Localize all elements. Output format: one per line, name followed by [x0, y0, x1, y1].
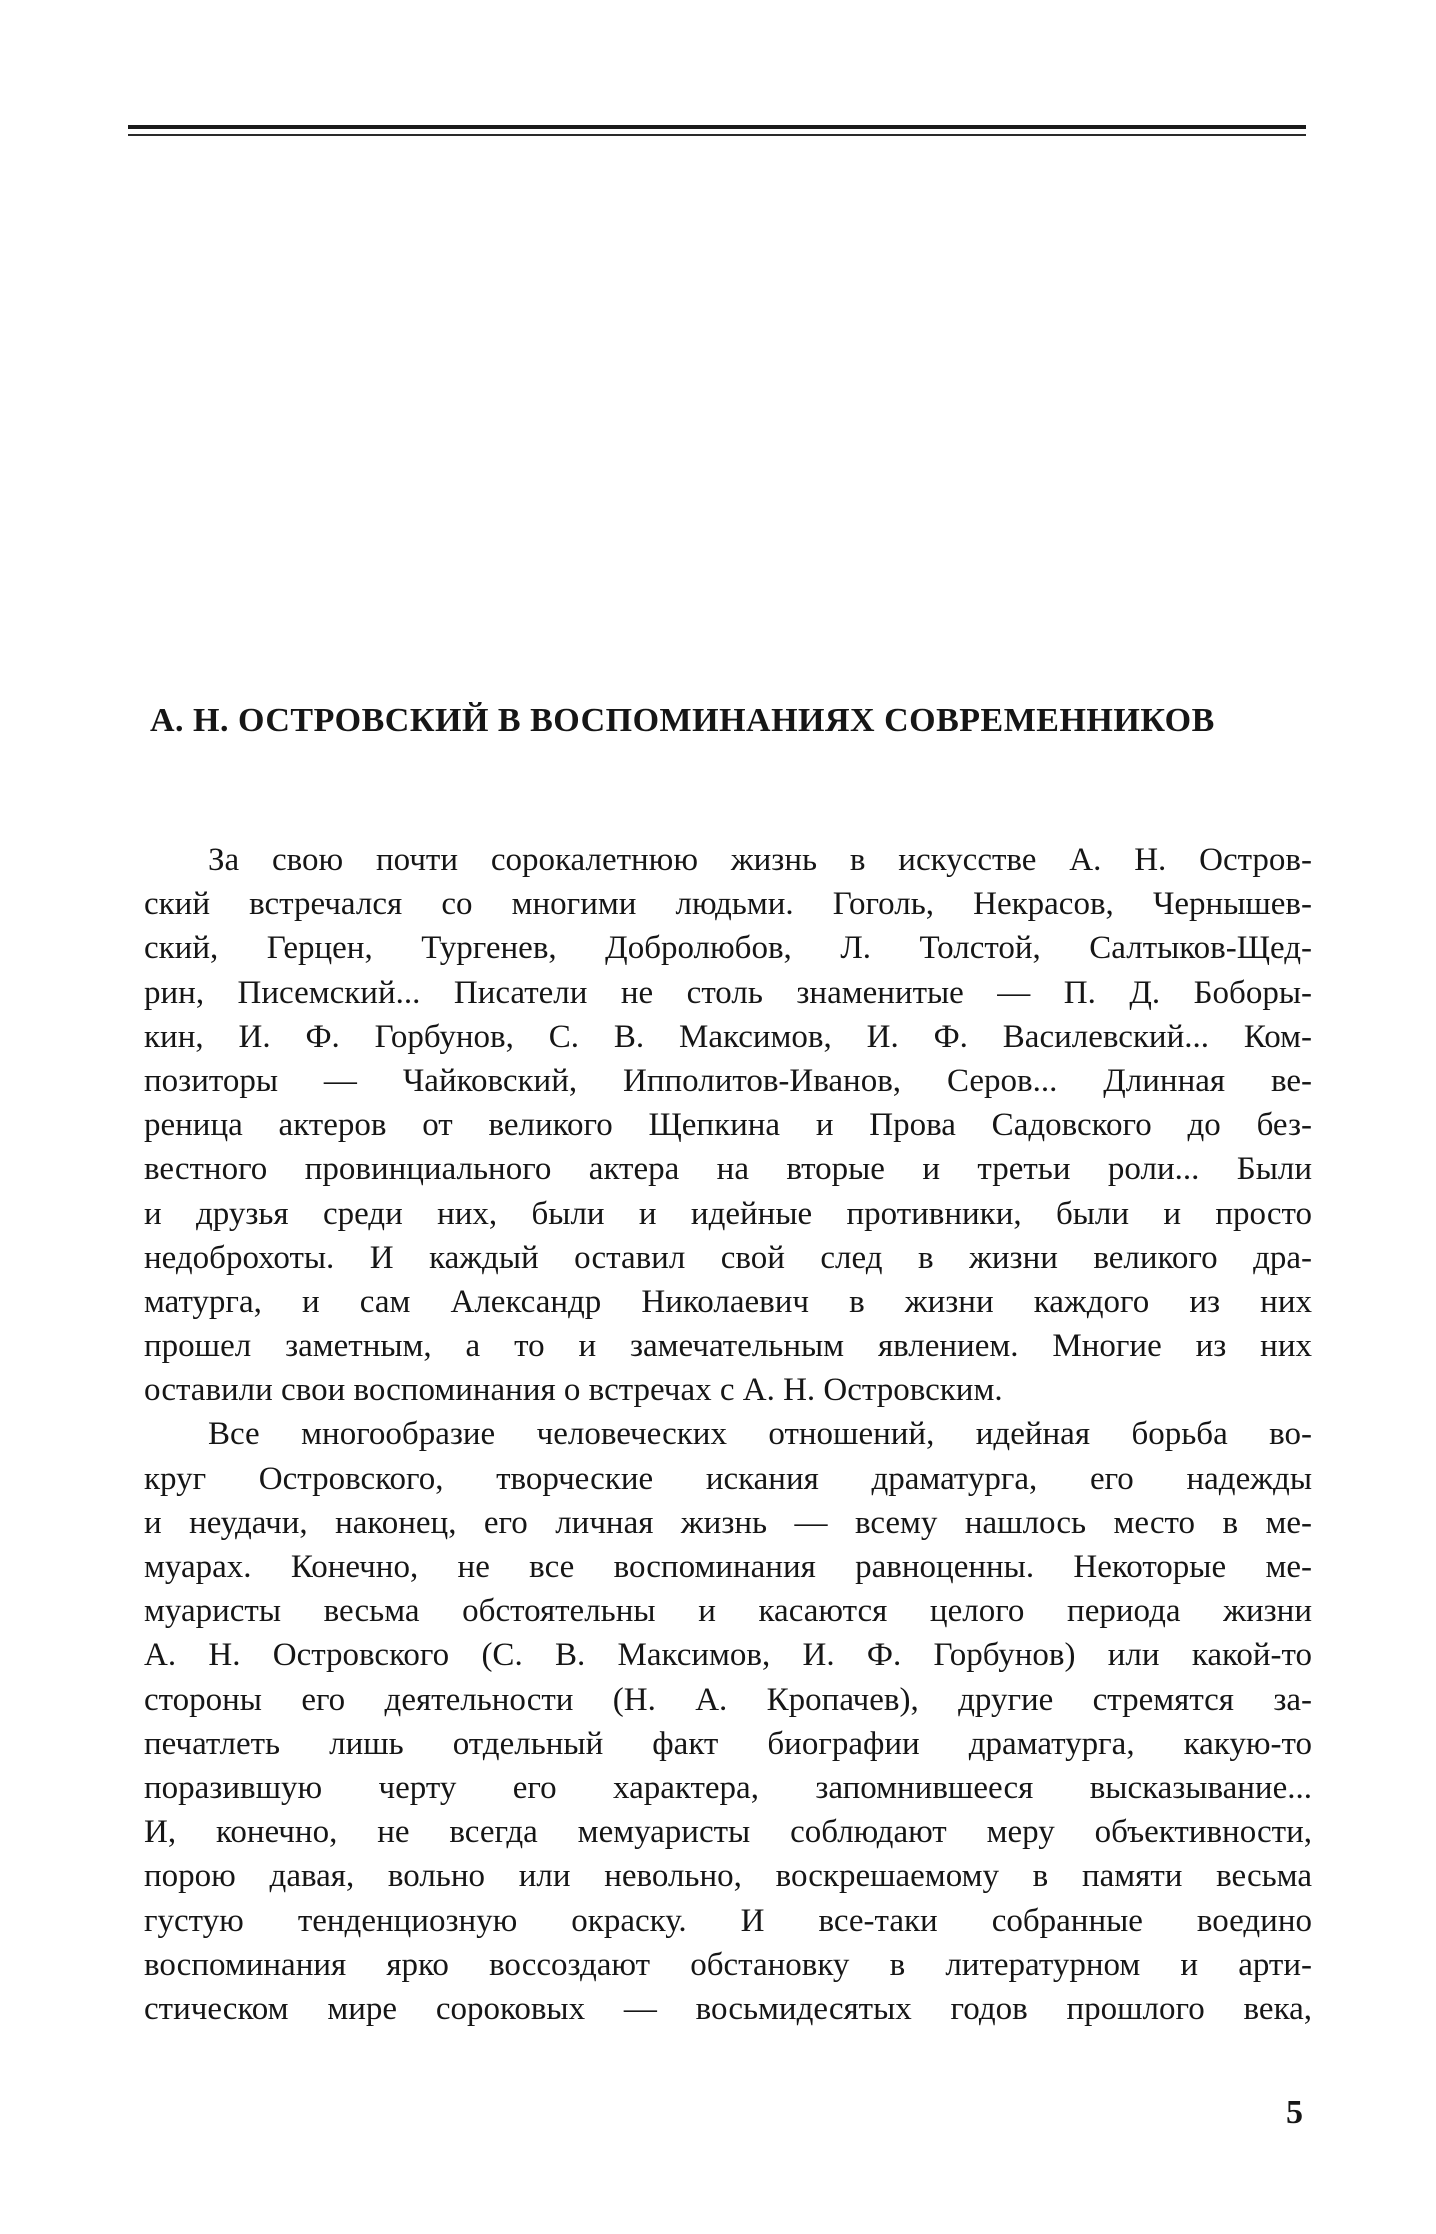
- paragraph-1-line: матурга, и сам Александр Николаевич в жизни каждого из них: [144, 1283, 1312, 1320]
- chapter-title: А. Н. ОСТРОВСКИЙ В ВОСПОМИНАНИЯХ СОВРЕМЕННИКОВ: [150, 702, 1215, 739]
- paragraph-2-line: воспоминания ярко воссоздают обстановку в литературном и арти-: [144, 1946, 1312, 1983]
- page-number: 5: [1286, 2094, 1303, 2131]
- paragraph-2-line: печатлеть лишь отдельный факт биографии драматурга, какую-то: [144, 1725, 1312, 1762]
- paragraph-2-line: И, конечно, не всегда мемуаристы соблюдают меру объективности,: [144, 1814, 1312, 1851]
- paragraph-2-line: стороны его деятельности (Н. А. Кропачев), другие стремятся за-: [144, 1681, 1312, 1718]
- paragraph-1-line: рин, Писемский... Писатели не столь знаменитые — П. Д. Боборы-: [144, 974, 1312, 1011]
- paragraph-1-line: вестного провинциального актера на вторые и третьи роли... Были: [144, 1151, 1312, 1188]
- paragraph-1-line: позиторы — Чайковский, Ипполитов-Иванов, Серов... Длинная ве-: [144, 1062, 1312, 1099]
- top-rule: [128, 125, 1306, 129]
- paragraph-2-line: густую тенденциозную окраску. И все-таки собранные воедино: [144, 1902, 1312, 1939]
- paragraph-2-line: порою давая, вольно или невольно, воскрешаемому в памяти весьма: [144, 1858, 1312, 1895]
- paragraph-1-line: недоброхоты. И каждый оставил свой след в жизни великого дра-: [144, 1239, 1312, 1276]
- paragraph-2-line: стическом мире сороковых — восьмидесятых годов прошлого века,: [144, 1990, 1312, 2027]
- paragraph-1-line: кин, И. Ф. Горбунов, С. В. Максимов, И. Ф. Василевский... Ком-: [144, 1018, 1312, 1055]
- paragraph-1-line: ский встречался со многими людьми. Гоголь, Некрасов, Чернышев-: [144, 886, 1312, 923]
- paragraph-1-line: прошел заметным, а то и замечательным явлением. Многие из них: [144, 1328, 1312, 1365]
- paragraph-1-line: ский, Герцен, Тургенев, Добролюбов, Л. Толстой, Салтыков-Щед-: [144, 930, 1312, 967]
- paragraph-1-line: реница актеров от великого Щепкина и Прова Садовского до без-: [144, 1107, 1312, 1144]
- paragraph-2-line: муарах. Конечно, не все воспоминания равноценны. Некоторые ме-: [144, 1549, 1312, 1585]
- paragraph-2-line: муаристы весьма обстоятельны и касаются целого периода жизни: [144, 1593, 1312, 1630]
- paragraph-2-line: А. Н. Островского (С. В. Максимов, И. Ф. Горбунов) или какой-то: [144, 1637, 1312, 1674]
- paragraph-2-line: и неудачи, наконец, его личная жизнь — всему нашлось место в ме-: [144, 1504, 1312, 1541]
- paragraph-1-line: За свою почти сорокалетнюю жизнь в искусстве А. Н. Остров-: [208, 842, 1312, 878]
- paragraph-1-line: и друзья среди них, были и идейные противники, были и просто: [144, 1195, 1312, 1232]
- paragraph-2-line: круг Островского, творческие искания драматурга, его надежды: [144, 1460, 1312, 1497]
- paragraph-2-line: поразившую черту его характера, запомнившееся высказывание...: [144, 1769, 1312, 1806]
- body-text: [144, 838, 1312, 2031]
- paragraph-2-line: Все многообразие человеческих отношений, идейная борьба во-: [208, 1416, 1312, 1453]
- paragraph-1-line: оставили свои воспоминания о встречах с А. Н. Островским.: [144, 1372, 1003, 1409]
- top-rule-thin: [128, 134, 1306, 136]
